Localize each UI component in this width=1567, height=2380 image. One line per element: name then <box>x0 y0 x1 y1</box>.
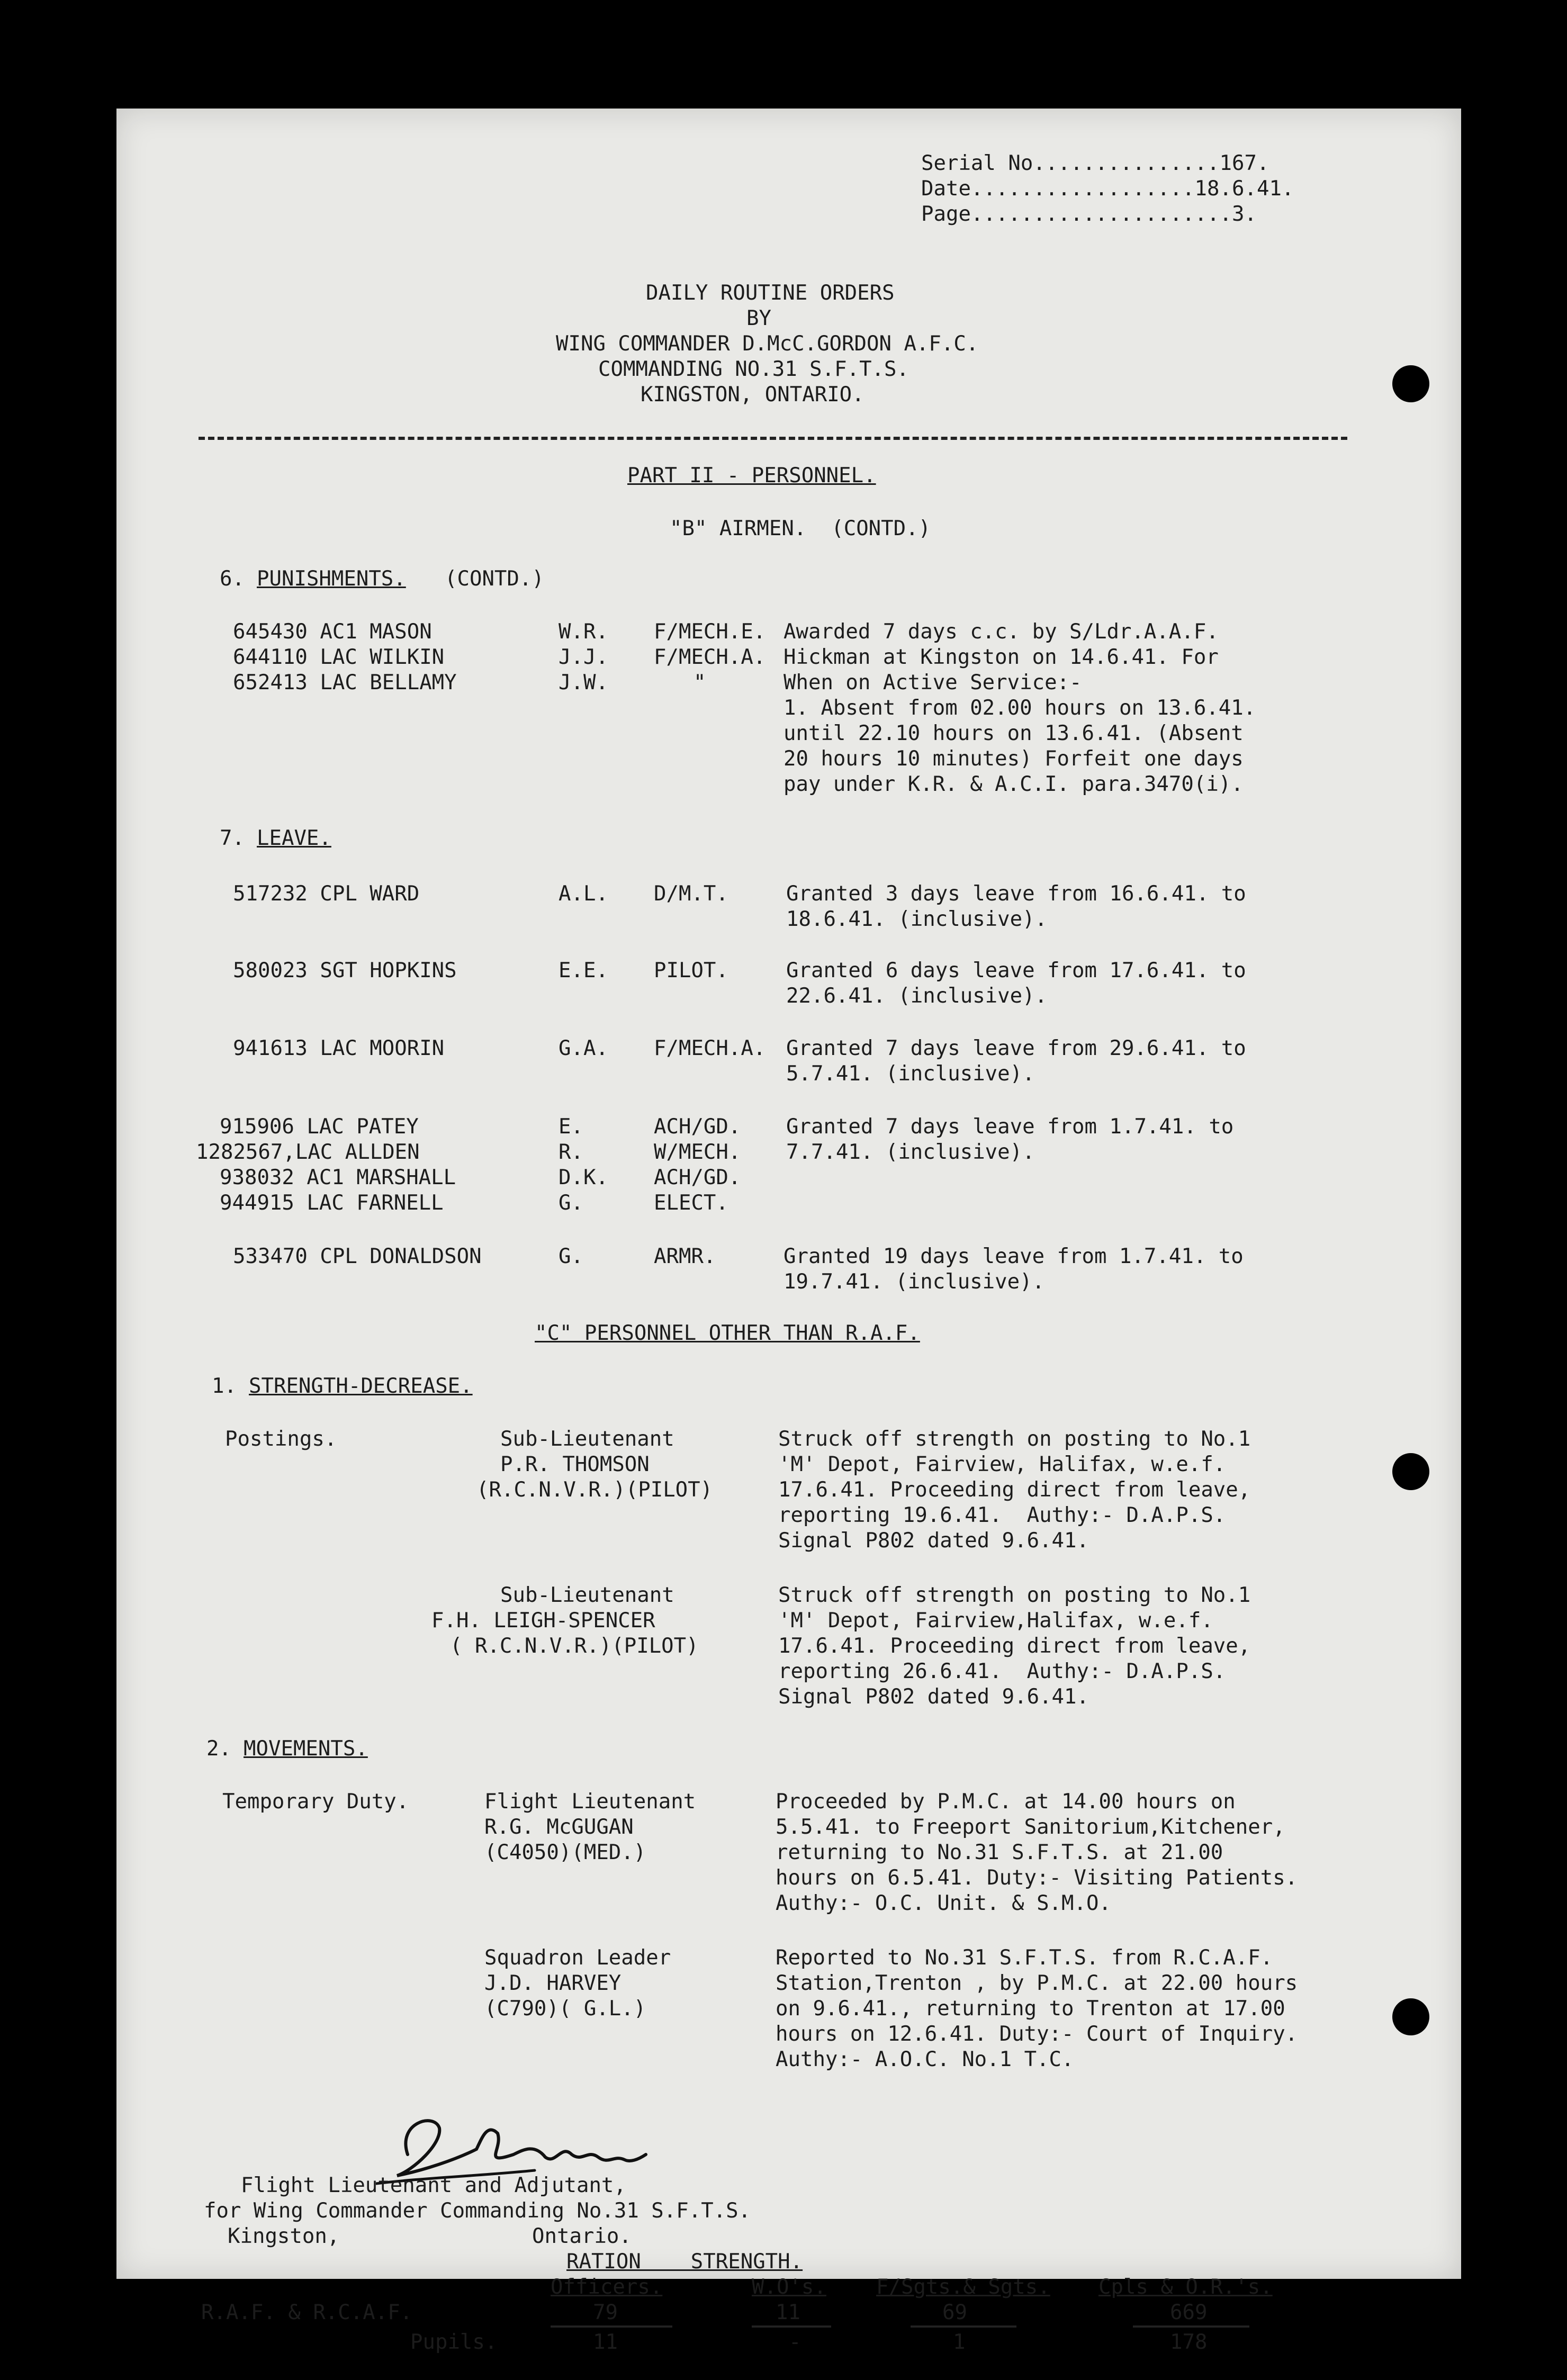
posting-text: 17.6.41. Proceeding direct from leave, <box>778 1634 1251 1658</box>
section-heading-movements: MOVEMENTS. <box>244 1737 368 1761</box>
punishment-text: When on Active Service:- <box>783 671 1082 695</box>
airman-initials: G. <box>559 1245 583 1268</box>
section-heading-strength: STRENGTH-DECREASE. <box>249 1374 473 1398</box>
postings-label: Postings. <box>225 1427 337 1451</box>
airman-name: 645430 AC1 MASON <box>233 620 432 644</box>
movement-text: hours on 6.5.41. Duty:- Visiting Patients. <box>776 1866 1298 1890</box>
movement-text: 5.5.41. to Freeport Sanitorium,Kitchener, <box>776 1815 1285 1839</box>
ration-value: 178 <box>1170 2330 1208 2354</box>
ration-strength-heading: RATION STRENGTH. <box>566 2250 803 2274</box>
airman-name: 533470 CPL DONALDSON <box>233 1245 482 1268</box>
punch-hole <box>1392 365 1429 402</box>
airman-name: 941613 LAC MOORIN <box>233 1036 445 1060</box>
section-heading-suffix: (CONTD.) <box>445 567 544 591</box>
page-number: Page.....................3. <box>921 202 1257 226</box>
total-rule <box>752 2325 831 2328</box>
movement-text: hours on 12.6.41. Duty:- Court of Inquiry. <box>776 2022 1298 2046</box>
movement-text: Proceeded by P.M.C. at 14.00 hours on <box>776 1790 1236 1814</box>
signature-title: for Wing Commander Commanding No.31 S.F.T.S. <box>204 2199 751 2223</box>
airman-name: 517232 CPL WARD <box>233 882 420 906</box>
officer-rank: Flight Lieutenant <box>484 1790 696 1814</box>
c-personnel-heading: "C" PERSONNEL OTHER THAN R.A.F. <box>535 1321 920 1345</box>
section-heading-leave: LEAVE. <box>257 826 331 850</box>
airman-trade: D/M.T. <box>654 882 728 906</box>
ration-col-header: Cpls & O.R.'s. <box>1098 2275 1273 2299</box>
officer-rank: Sub-Lieutenant <box>500 1583 674 1607</box>
airman-initials: D.K. <box>559 1166 608 1189</box>
airman-initials: R. <box>559 1140 583 1164</box>
movement-text: returning to No.31 S.F.T.S. at 21.00 <box>776 1841 1223 1864</box>
posting-text: Signal P802 dated 9.6.41. <box>778 1529 1089 1553</box>
ration-value: 79 <box>593 2301 618 2324</box>
leave-text: Granted 7 days leave from 1.7.41. to <box>786 1115 1234 1139</box>
officer-name: P.R. THOMSON <box>500 1453 650 1476</box>
airman-trade: ARMR. <box>654 1245 716 1268</box>
part-heading: PART II - PERSONNEL. <box>627 464 876 488</box>
punishment-text: Awarded 7 days c.c. by S/Ldr.A.A.F. <box>783 620 1219 644</box>
airman-trade: F/MECH.A. <box>654 1036 766 1060</box>
leave-text: Granted 7 days leave from 29.6.41. to <box>786 1036 1246 1060</box>
airman-name: 580023 SGT HOPKINS <box>233 959 457 982</box>
posting-text: reporting 26.6.41. Authy:- D.A.P.S. <box>778 1660 1226 1683</box>
airman-trade: ELECT. <box>654 1191 728 1215</box>
ration-value: 11 <box>776 2301 800 2324</box>
airman-trade: " <box>694 671 706 695</box>
serial-number: Serial No...............167. <box>921 151 1269 175</box>
airman-initials: J.J. <box>559 645 608 669</box>
airman-name: 938032 AC1 MARSHALL <box>220 1166 456 1189</box>
posting-text: reporting 19.6.41. Authy:- D.A.P.S. <box>778 1503 1226 1527</box>
ration-col-header: F/Sgts.& Sgts. <box>876 2275 1050 2299</box>
ration-value: - <box>789 2330 801 2354</box>
officer-branch: ( R.C.N.V.R.)(PILOT) <box>450 1634 699 1658</box>
total-rule <box>1133 2325 1249 2328</box>
airman-name: 944915 LAC FARNELL <box>220 1191 444 1215</box>
officer-branch: (C790)( G.L.) <box>484 1997 646 2021</box>
total-rule <box>551 2325 672 2328</box>
title-line: COMMANDING NO.31 S.F.T.S. <box>598 357 909 381</box>
section-number: 6. <box>220 567 245 591</box>
ration-col-header: W.O's. <box>752 2275 826 2299</box>
section-number: 7. <box>220 826 245 850</box>
posting-text: Struck off strength on posting to No.1 <box>778 1427 1251 1451</box>
section-heading-punishments: PUNISHMENTS. <box>257 567 406 591</box>
divider-rule <box>199 437 1347 440</box>
leave-text: 18.6.41. (inclusive). <box>786 907 1048 931</box>
airman-initials: A.L. <box>559 882 608 906</box>
leave-text: Granted 19 days leave from 1.7.41. to <box>783 1245 1244 1268</box>
officer-rank: Squadron Leader <box>484 1946 671 1970</box>
ration-value: 11 <box>593 2330 618 2354</box>
signature-title: Flight Lieutenant and Adjutant, <box>241 2174 626 2197</box>
airman-initials: G. <box>559 1191 583 1215</box>
ration-col-header: Officers. <box>551 2275 663 2299</box>
airman-trade: F/MECH.E. <box>654 620 766 644</box>
movement-text: Station,Trenton , by P.M.C. at 22.00 hours <box>776 1971 1298 1995</box>
posting-text: 'M' Depot, Fairview, Halifax, w.e.f. <box>778 1453 1226 1476</box>
officer-name: R.G. McGUGAN <box>484 1815 634 1839</box>
leave-text: Granted 6 days leave from 17.6.41. to <box>786 959 1246 982</box>
airman-initials: G.A. <box>559 1036 608 1060</box>
movement-text: Reported to No.31 S.F.T.S. from R.C.A.F. <box>776 1946 1273 1970</box>
ration-row-label: Pupils. <box>410 2330 498 2354</box>
title-line: KINGSTON, ONTARIO. <box>641 383 864 407</box>
punishment-text: pay under K.R. & A.C.I. para.3470(i). <box>783 772 1244 796</box>
posting-text: 17.6.41. Proceeding direct from leave, <box>778 1478 1251 1502</box>
movement-text: Authy:- O.C. Unit. & S.M.O. <box>776 1891 1111 1915</box>
title-line: WING COMMANDER D.McC.GORDON A.F.C. <box>556 332 979 356</box>
airman-initials: E. <box>559 1115 583 1139</box>
signature-location: Ontario. <box>532 2224 632 2248</box>
title-line: DAILY ROUTINE ORDERS <box>646 281 895 305</box>
punishment-text: until 22.10 hours on 13.6.41. (Absent <box>783 722 1244 745</box>
temporary-duty-label: Temporary Duty. <box>222 1790 409 1814</box>
ration-value: 669 <box>1170 2301 1208 2324</box>
leave-text: 19.7.41. (inclusive). <box>783 1270 1045 1294</box>
document-page <box>116 109 1461 2354</box>
airman-name: 915906 LAC PATEY <box>220 1115 419 1139</box>
movement-text: Authy:- A.O.C. No.1 T.C. <box>776 2048 1074 2071</box>
punch-hole <box>1392 1998 1429 2035</box>
leave-text: 5.7.41. (inclusive). <box>786 1062 1035 1086</box>
officer-branch: (C4050)(MED.) <box>484 1841 646 1864</box>
leave-text: 7.7.41. (inclusive). <box>786 1140 1035 1164</box>
section-number: 1. <box>212 1374 237 1398</box>
punishment-text: 20 hours 10 minutes) Forfeit one days <box>783 747 1244 771</box>
airman-trade: ACH/GD. <box>654 1166 741 1189</box>
officer-rank: Sub-Lieutenant <box>500 1427 674 1451</box>
airmen-heading: "B" AIRMEN. (CONTD.) <box>670 517 931 540</box>
officer-name: J.D. HARVEY <box>484 1971 622 1995</box>
section-number: 2. <box>206 1737 231 1761</box>
punishment-text: Hickman at Kingston on 14.6.41. For <box>783 645 1219 669</box>
posting-text: 'M' Depot, Fairview,Halifax, w.e.f. <box>778 1609 1213 1633</box>
airman-name: 644110 LAC WILKIN <box>233 645 445 669</box>
ration-row-label: R.A.F. & R.C.A.F. <box>201 2301 413 2324</box>
posting-text: Signal P802 dated 9.6.41. <box>778 1685 1089 1709</box>
airman-initials: W.R. <box>559 620 608 644</box>
ration-value: 69 <box>942 2301 967 2324</box>
airman-name: 1282567,LAC ALLDEN <box>196 1140 420 1164</box>
order-date: Date..................18.6.41. <box>921 177 1294 201</box>
airman-trade: ACH/GD. <box>654 1115 741 1139</box>
leave-text: 22.6.41. (inclusive). <box>786 984 1048 1008</box>
signature-location: Kingston, <box>228 2224 340 2248</box>
officer-name: F.H. LEIGH-SPENCER <box>431 1609 655 1633</box>
movement-text: on 9.6.41., returning to Trenton at 17.00 <box>776 1997 1285 2021</box>
officer-branch: (R.C.N.V.R.)(PILOT) <box>476 1478 713 1502</box>
airman-trade: PILOT. <box>654 959 728 982</box>
airman-trade: W/MECH. <box>654 1140 741 1164</box>
airman-name: 652413 LAC BELLAMY <box>233 671 457 695</box>
punch-hole <box>1392 1453 1429 1490</box>
posting-text: Struck off strength on posting to No.1 <box>778 1583 1251 1607</box>
leave-text: Granted 3 days leave from 16.6.41. to <box>786 882 1246 906</box>
title-line: BY <box>746 306 771 330</box>
airman-initials: J.W. <box>559 671 608 695</box>
airman-trade: F/MECH.A. <box>654 645 766 669</box>
punishment-text: 1. Absent from 02.00 hours on 13.6.41. <box>783 696 1256 720</box>
ration-value: 1 <box>953 2330 966 2354</box>
airman-initials: E.E. <box>559 959 608 982</box>
total-rule <box>911 2325 1016 2328</box>
